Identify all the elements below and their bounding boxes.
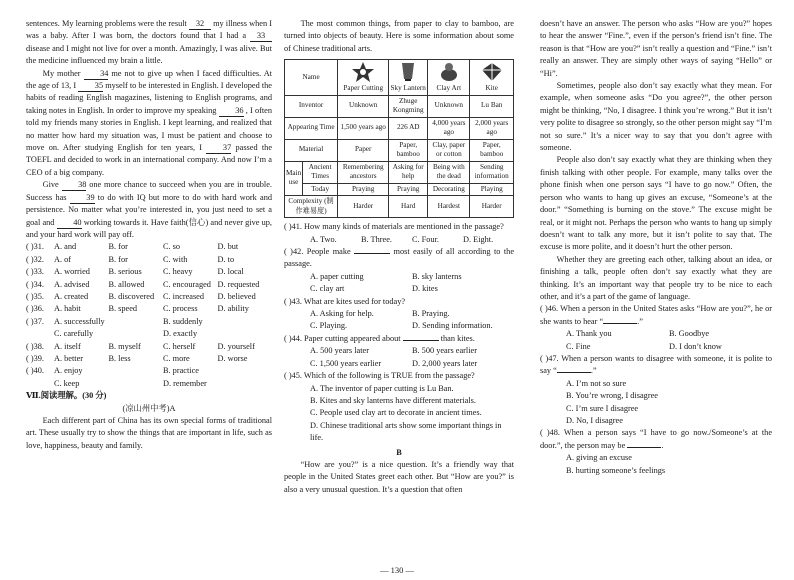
blank-38[interactable]: 38 (62, 180, 87, 191)
passage-paragraph: Whether they are greeting each other, talking about an idea, or finishing a talk, people often don’t say exactly what they are thinking. It’s an important way that people try to be nice to each other, and it’s a part of the game of language. (540, 254, 772, 301)
question-44[interactable]: ( )44. Paper cutting appeared about than kites. (284, 333, 475, 343)
passage-paragraph: “How are you?” is a nice question. It’s a friendly way that people in the United States greet each other. But “How are you?” is also a very unusual question. It’s a question that often (284, 459, 514, 494)
kite-image (479, 61, 505, 83)
option-row-37[interactable]: ( )37. A. successfully B. suddenly C. carefully D. exactly (26, 316, 203, 339)
blank-42[interactable] (354, 253, 390, 254)
paper-cutting-image (350, 61, 376, 83)
question-47[interactable]: ( )47. When a person wants to disagree with someone, it is polite to say “ .” (540, 353, 772, 376)
options-44[interactable]: A. 500 years later B. 500 years earlier C. 1,500 years earlier D. 2,000 years later (310, 346, 478, 368)
option-row-31[interactable]: ( )31. A. and B. for C. so D. but (26, 242, 239, 252)
options-48[interactable]: A. giving an excuse B. hurting someone’s feelings (566, 453, 666, 475)
options-47[interactable]: A. I’m not so sure B. You’re wrong, I disagree C. I’m sure I disagree D. No, I disagree (566, 378, 658, 425)
question-41[interactable]: ( )41. How many kinds of materials are mentioned in the passage? (284, 222, 504, 232)
passage-paragraph: Give 38 one more chance to succeed when you are in trouble. Success has 39 to do with IQ but more to do with hard work and persistence. No matter what you’re interested in, you just need to set a goal and 40 working towards it. Have faith(信心) and never give up, and your hard work will pay off. (26, 180, 272, 239)
column-right (540, 18, 772, 477)
options-42[interactable]: A. paper cutting B. sky lanterns C. clay art D. kites (310, 271, 462, 294)
question-43[interactable]: ( )43. What are kites used for today? (284, 296, 406, 306)
option-row-33[interactable]: ( )33. A. worried B. serious C. heavy D. local (26, 267, 244, 277)
option-row-40[interactable]: ( )40. A. enjoy B. practice C. keep D. remember (26, 366, 207, 388)
option-row-36[interactable]: ( )36. A. habit B. speed C. process D. ability (26, 304, 249, 314)
passage-paragraph: doesn’t have an answer. The person who asks “How are you?” hopes to hear the answer “Fine.”, even if the person’s friend isn’t fine. The reason is that “How are you?” isn’t really a question and “Fine.” isn’t really an answer. They are simply other ways of saying “Hello” or “Hi”. (540, 19, 772, 78)
passage-paragraph: People also don’t say exactly what they are thinking when they finish talking with other people. For example, many talks over the phone finish when one person says “I have to go now.” Often, the person who wants to hang up gives an excuse, “Someone’s at the door.” “Something is burning on the stove.” The excuse might be real, or it might not. Perhaps the person who wants to hang up simply doesn’t want to talk any more, but it isn’t polite to say that. The excuse is more polite, and it doesn’t hurt the other person. (540, 155, 772, 252)
passage-paragraph: Sometimes, people also don’t say exactly what they mean. For example, when someone asks “Do you agree?”, the other person might be thinking, “No, I disagree. I think you’re wrong.” But it isn’t very polite to disagree so strongly, so the other person might say “I’m not so sure.” It’s a nicer way to say that you don’t agree with someone. (540, 81, 772, 153)
blank-37[interactable]: 37 (206, 143, 231, 154)
question-42[interactable]: ( )42. People make most easily of all according to the passage. (284, 247, 514, 269)
art-paper-cutting: Paper Cutting (338, 60, 389, 96)
option-row-35[interactable]: ( )35. A. created B. discovered C. increased D. believed (26, 291, 256, 301)
options-45[interactable]: A. The inventor of paper cutting is Lu Ban. B. Kites and sky lanterns have different materials. C. People used clay art to decorate in ancient times. D. Chinese traditional arts show some important things in life. (310, 383, 502, 443)
blank-48[interactable] (627, 447, 661, 448)
passage-paragraph: Each different part of China has its own special forms of traditional art. These usually try to show the things that are important in life, such as love, happiness, beauty and family. (26, 416, 272, 450)
column-middle (284, 18, 514, 496)
clay-art-image (436, 61, 462, 83)
blank-35[interactable]: 35 (78, 81, 103, 92)
column-left (26, 18, 272, 452)
sky-lantern-image (395, 61, 421, 83)
passage-b-heading: B (396, 447, 402, 457)
passage-paragraph: sentences. My learning problems were the result 32 my illness when I was a baby. After I was born, the doctors found that I had a 33 disease and I might not live for over a month. Amazingly, I was alive. But the medicine influenced my brain a little. (26, 19, 272, 66)
passage-source: (凉山州中考)A (122, 403, 176, 413)
options-43[interactable]: A. Asking for help. B. Praying. C. Playing. D. Sending information. (310, 309, 493, 331)
options-41[interactable]: A. Two. B. Three. C. Four. D. Eight. (310, 234, 494, 244)
art-sky-lantern: Sky Lantern (389, 60, 428, 96)
blank-46[interactable] (603, 323, 637, 324)
art-clay: Clay Art (428, 60, 470, 96)
question-46[interactable]: ( )46. When a person in the United States asks “How are you?”, he or she wants to hear “ .” (540, 304, 772, 326)
blank-36[interactable]: 36 (219, 106, 244, 117)
option-row-39[interactable]: ( )39. A. better B. less C. more D. worse (26, 353, 248, 363)
option-row-38[interactable]: ( )38. A. itself B. myself C. herself D. yourself (26, 341, 255, 351)
passage-paragraph: The most common things, from paper to clay to bamboo, are turned into objects of beauty. Here is some information about some of Chinese traditional arts. (284, 19, 514, 53)
options-46[interactable]: A. Thank you B. Goodbye C. Fine D. I don’t know (566, 329, 722, 351)
blank-32[interactable]: 32 (189, 19, 211, 30)
blank-40[interactable]: 40 (57, 218, 82, 229)
option-row-32[interactable]: ( )32. A. of B. for C. with D. to (26, 254, 235, 264)
passage-paragraph: My mother 34 me not to give up when I faced difficulties. At the age of 13, I 35 myself to be interested in English. I developed the habits of reading English magazines, listening to English programs, and taking notes in English. In order to improve my speaking 36 , I often told my friends many stories in English. I kept learning, and realized that no matter how hard my situation was, I must be patient and choose to move on. After studying English for ten years, I 37 passed the TOEFL and decided to work in an international company. And now I’m a CEO of a big company. (26, 68, 273, 177)
section-heading: Ⅶ.阅读理解。(30 分) (26, 391, 107, 401)
table-header-name: Name (285, 60, 338, 96)
blank-39[interactable]: 39 (70, 193, 95, 204)
page-number: — 130 — (380, 565, 414, 575)
blank-33[interactable]: 33 (250, 31, 272, 42)
question-48[interactable]: ( )48. When a person says “I have to go now./Someone’s at the door.”, the person may be . (540, 428, 772, 450)
option-row-34[interactable]: ( )34. A. advised B. allowed C. encouraged D. requested (26, 279, 260, 289)
question-45[interactable]: ( )45. Which of the following is TRUE from the passage? (284, 371, 475, 381)
blank-44[interactable] (403, 340, 439, 341)
blank-34[interactable]: 34 (84, 69, 109, 80)
art-kite: Kite (470, 60, 514, 96)
traditional-arts-table: Name Paper Cutting Sky Lantern Clay Art Kite Inventor Unknown Zhuge Kongming Unknown Lu Ban Appearing Time 1,500 years ago 226 AD 4,000 years ago 2,000 years ago Material Paper Paper, bamboo Clay, paper or cotton Paper, bamboo Main use Ancient Times Remembering ancestors Asking for help Being with the dead Sending information Today Praying Praying Decorating Playing Complexity (制作难易度) Harder Hard Hardest Harder (284, 59, 514, 218)
cloze-options (26, 241, 272, 390)
blank-47[interactable] (557, 372, 591, 373)
